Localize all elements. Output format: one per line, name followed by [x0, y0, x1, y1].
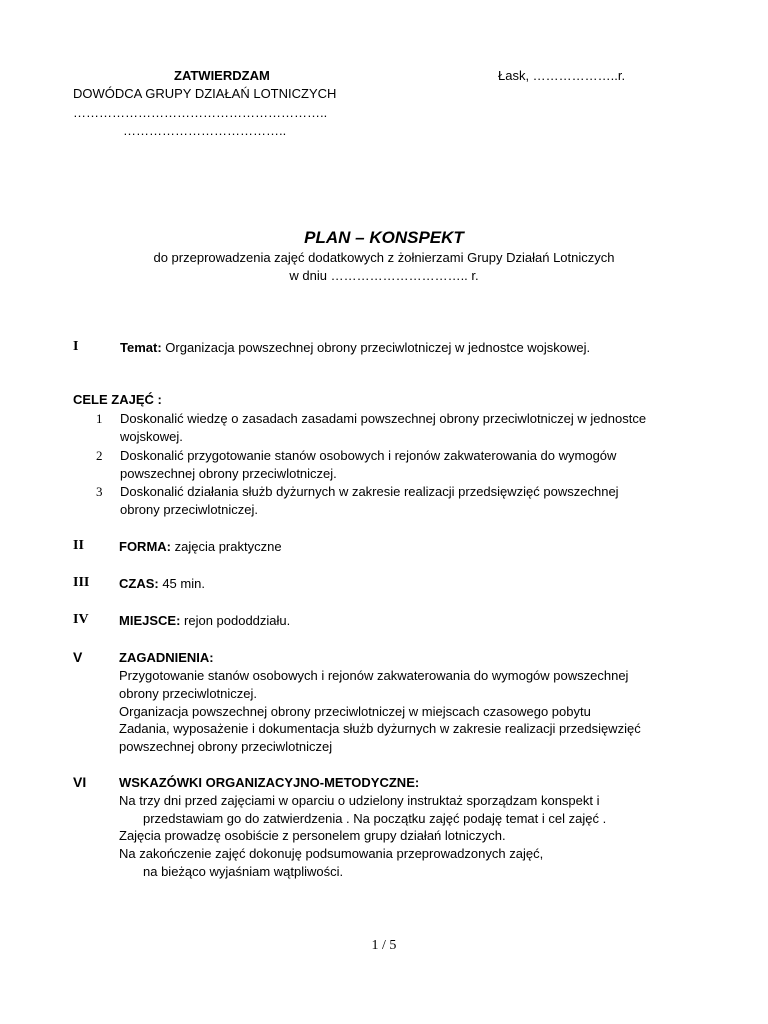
topic-line — [120, 340, 590, 355]
approval-heading: ZATWIERDZAM — [174, 68, 270, 83]
goal-item-3-line1: Doskonalić działania służb dyżurnych w zakresie realizacji przedsięwzięć powszechnej — [120, 484, 619, 499]
section-number-v: V — [73, 649, 83, 665]
place-line — [119, 613, 290, 628]
guideline-line-5: na bieżąco wyjaśniam wątpliwości. — [143, 864, 344, 879]
form-label: FORMA: — [119, 539, 171, 554]
guideline-line-2: przedstawiam go do zatwierdzenia . Na początku zajęć podaję temat i cel zajęć . — [143, 811, 607, 826]
guideline-line-1: Na trzy dni przed zajęciami w oparciu o udzielony instruktaż sporządzam konspekt i — [119, 793, 600, 808]
goal-number: 1 — [96, 411, 103, 426]
issue-line-4: Zadania, wyposażenie i dokumentacja służb dyżurnych w zakresie realizacji przedsięwzięć — [119, 721, 641, 736]
place-date: Łask, ………………..r. — [498, 68, 626, 83]
section-number-vi: VI — [73, 774, 87, 790]
place-text: rejon pododdziału. — [180, 613, 291, 628]
form-line — [119, 539, 282, 554]
guideline-line-3: Zajęcia prowadzę osobiście z personelem grupy działań lotniczych. — [119, 828, 506, 843]
guidelines-heading: WSKAZÓWKI ORGANIZACYJNO-METODYCZNE: — [119, 775, 420, 790]
signature-dots-1: ………………………………………………….. — [73, 105, 328, 120]
time-label: CZAS: — [119, 576, 159, 591]
date-line: w dniu ………………………….. r. — [289, 268, 479, 283]
document-title: PLAN – KONSPEKT — [304, 228, 464, 247]
document-subtitle: do przeprowadzenia zajęć dodatkowych z żołnierzami Grupy Działań Lotniczych — [153, 250, 615, 265]
signature-dots-2: ……………………………….. — [123, 123, 287, 138]
section-number-ii: II — [73, 538, 84, 553]
goal-item-2-line2: powszechnej obrony przeciwlotniczej. — [120, 466, 337, 481]
commander-title: DOWÓDCA GRUPY DZIAŁAŃ LOTNICZYCH — [73, 86, 337, 101]
issue-line-1: Przygotowanie stanów osobowych i rejonów zakwaterowania do wymogów powszechnej — [119, 668, 629, 683]
issue-line-3: Organizacja powszechnej obrony przeciwlotniczej w miejscach czasowego pobytu — [119, 704, 591, 719]
goals-heading: CELE ZAJĘĆ : — [73, 392, 162, 407]
time-line — [119, 576, 205, 591]
section-number-i: I — [73, 339, 79, 354]
page-number: 1 / 5 — [371, 938, 397, 953]
topic-label: Temat: — [120, 340, 162, 355]
goal-item-2-line1: Doskonalić przygotowanie stanów osobowych i rejonów zakwaterowania do wymogów — [120, 448, 617, 463]
goal-number: 3 — [96, 484, 103, 499]
form-text: zajęcia praktyczne — [171, 539, 282, 554]
section-number-iv: IV — [73, 612, 89, 627]
issues-heading: ZAGADNIENIA: — [119, 650, 214, 665]
goal-number: 2 — [96, 448, 103, 463]
issue-line-2: obrony przeciwlotniczej. — [119, 686, 258, 701]
place-label: MIEJSCE: — [119, 613, 181, 628]
goal-item-1-line1: Doskonalić wiedzę o zasadach zasadami powszechnej obrony przeciwlotniczej w jednostce — [120, 411, 647, 426]
section-number-iii: III — [73, 575, 90, 590]
guideline-line-4: Na zakończenie zajęć dokonuję podsumowania przeprowadzonych zajęć, — [119, 846, 544, 861]
goal-item-3-line2: obrony przeciwlotniczej. — [120, 502, 259, 517]
goal-item-1-line2: wojskowej. — [120, 429, 183, 444]
topic-text: Organizacja powszechnej obrony przeciwlotniczej w jednostce wojskowej. — [161, 340, 591, 355]
issue-line-5: powszechnej obrony przeciwlotniczej — [119, 739, 333, 754]
time-text: 45 min. — [158, 576, 205, 591]
